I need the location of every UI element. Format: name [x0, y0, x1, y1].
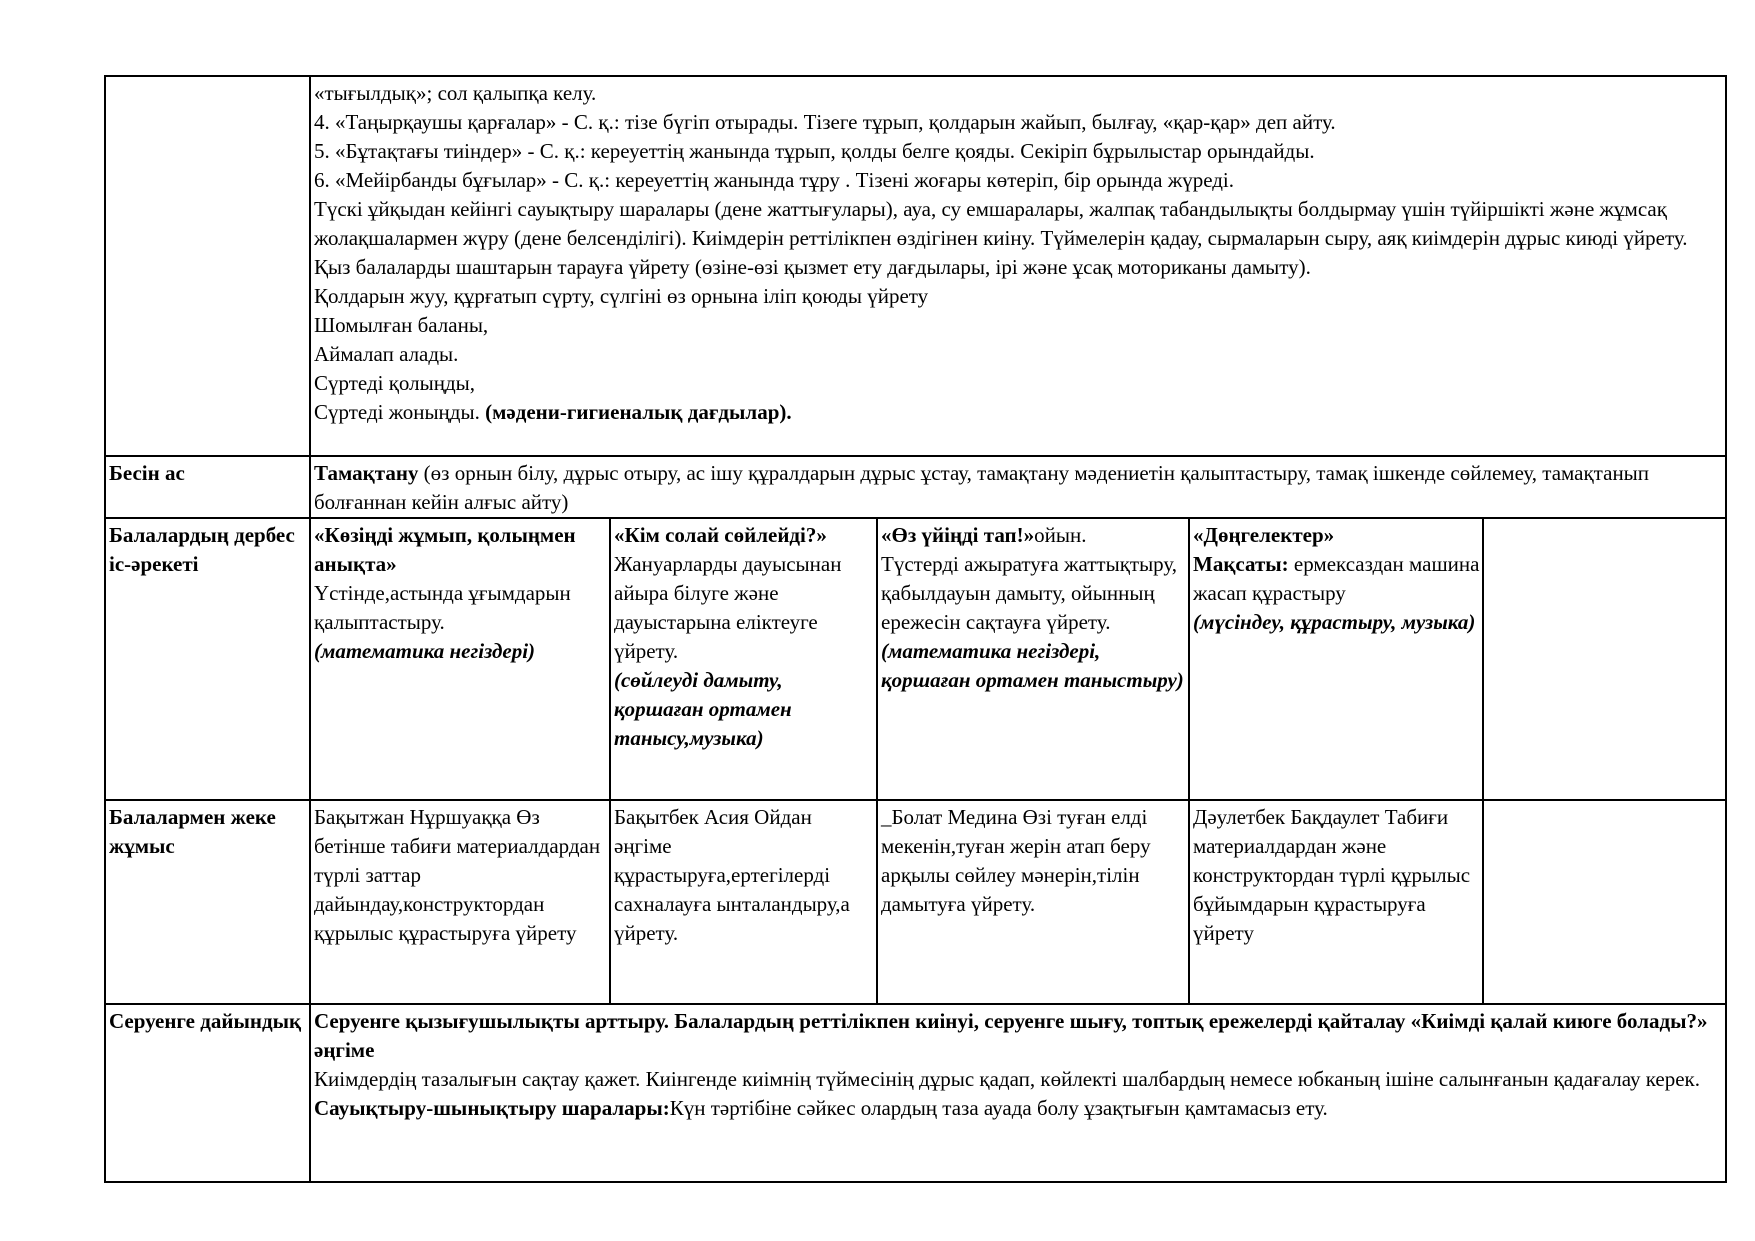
activity-text: Жануарларды дауысынан айыра білуге және дауыстарына еліктеуге үйрету.: [614, 552, 842, 663]
activity-text: ермексаздан машина жасап құрастыру: [1193, 552, 1480, 605]
activity-area: (математика негіздері, қоршаған ортамен таныстыру): [881, 639, 1184, 692]
snack-text: (өз орнын білу, дұрыс отыру, ас ішу құралдарын дұрыс ұстау, тамақтану мәдениетін қалыптастыру, тамақ ішкенде сөйлемеу, тамақтанып болғаннан кейін алғыс айту): [314, 461, 1650, 514]
gymnastics-row: [105, 76, 1726, 456]
activity-title: «Дөңгелектер»: [1193, 523, 1335, 547]
activity-title: «Көзіңді жұмып, қолыңмен анықта»: [314, 523, 576, 576]
independent-activity-row: [105, 518, 1726, 800]
activity-goal-label: Мақсаты:: [1193, 552, 1289, 576]
gymnastics-line: «тығылдық»; сол қалыпқа келу.: [314, 81, 597, 105]
gymnastics-label-cell: [105, 76, 310, 456]
activity-title: «Өз үйіңді тап!»: [881, 523, 1035, 547]
activity-text: Үстінде,астында ұғымдарын қалыптастыру.: [314, 581, 571, 634]
poem-line: Сүртеді қолыңды,: [314, 371, 476, 395]
poem-line: Аймалап алады.: [314, 342, 459, 366]
individual-work-row: [105, 800, 1726, 1004]
activity-cell-thu: [1189, 518, 1483, 800]
activity-cell-wed: [877, 518, 1189, 800]
activity-area: (математика негіздері): [314, 639, 536, 663]
gymnastics-line: 4. «Таңырқаушы қарғалар» - С. қ.: тізе бүгіп отырады. Тізеге тұрып, қолдарын жайып, былғау, «қар-қар» деп айту.: [314, 110, 1336, 134]
individual-cell-mon: Бақытжан Нұршуаққа Өз бетінше табиғи материалдардан түрлі заттар дайындау,конструктордан құрылыс құрастыруға үйрету: [310, 800, 610, 1004]
individual-work-label: Балалармен жеке жұмыс: [105, 800, 310, 1004]
independent-activity-label: Балалардың дербес іс-әрекеті: [105, 518, 310, 800]
activity-cell-tue: [610, 518, 877, 800]
wellness-paragraph: Түскі ұйқыдан кейінгі сауықтыру шаралары (дене жаттығулары), ауа, су емшаралары, жалпақ табандылықты болдырмау үшін түйіршікті және жұмсақ жолақшалармен жүру (дене белсенділігі). Киімдерін реттілікпен өздігінен киіну. Түймелерін қадау, сырмаларын сыру, аяқ киімдерін дұрыс киюді үйрету. Қыз балаларды шаштарын тарауға үйрету (өзіне-өзі қызмет ету дағдылары, ірі және ұсақ моториканы дамыту).: [314, 197, 1688, 279]
individual-cell-thu: Дәулетбек Бақдаулет Табиғи материалдардан және конструктордан түрлі құрылыс бұйымдарын құрастыруға үйрету: [1189, 800, 1483, 1004]
activity-area: (мүсіндеу, құрастыру, музыка): [1193, 610, 1476, 634]
activity-text: Түстерді ажыратуға жаттықтыру, қабылдауын дамыту, ойынның ережесін сақтауға үйрету.: [881, 552, 1178, 634]
activity-cell-mon: [310, 518, 610, 800]
gymnastics-line: 5. «Бұтақтағы тиіндер» - С. қ.: кереуеттің жанында тұрып, қолды белге қояды. Секіріп бұрылыстар орындайды.: [314, 139, 1315, 163]
walk-prep-row: [105, 1004, 1726, 1182]
activity-area: (сөйлеуді дамыту, қоршаған ортамен танысу,музыка): [614, 668, 792, 750]
poem-line: Шомылған баланы,: [314, 313, 489, 337]
activity-title: «Кім солай сөйлейді?»: [614, 523, 827, 547]
walk-heading: Серуенге қызығушылықты арттыру. Балалардың реттілікпен киінуі, серуенге шығу, топтық ережелерді қайталау «Киімді қалай киюге болады?» әңгіме: [314, 1009, 1708, 1062]
snack-label: Бесін ас: [105, 456, 310, 518]
gymnastics-content-cell: [310, 76, 1726, 456]
poem-last-line: [314, 398, 1723, 427]
individual-cell-tue: Бақытбек Асия Ойдан әңгіме құрастыруға,ертегілерді сахналауға ынталандыру,а үйрету.: [610, 800, 877, 1004]
activity-cell-fri: [1483, 518, 1726, 800]
hygiene-skills-note: (мәдени-гигиеналық дағдылар).: [485, 400, 792, 424]
daily-plan-table: [104, 75, 1727, 1183]
poem-line-plain: Сүртеді жоныңды.: [314, 400, 486, 424]
health-measures-label: Сауықтыру-шынықтыру шаралары:: [314, 1096, 670, 1120]
snack-content-cell: [310, 456, 1726, 518]
individual-cell-wed: _Болат Медина Өзі туған елді мекенін,туған жерін атап беру арқылы сөйлеу мәнерін,тілін дамытуға үйрету.: [877, 800, 1189, 1004]
snack-row: [105, 456, 1726, 518]
walk-prep-content-cell: [310, 1004, 1726, 1182]
walk-prep-label: Серуенге дайындық: [105, 1004, 310, 1182]
gymnastics-line: 6. «Мейірбанды бұғылар» - С. қ.: кереуеттің жанында тұру . Тізені жоғары көтеріп, бір орында жүреді.: [314, 168, 1235, 192]
activity-title-tail: ойын.: [1034, 523, 1087, 547]
individual-cell-fri: [1483, 800, 1726, 1004]
health-measures-text: Күн тәртібіне сәйкес олардың таза ауада болу ұзақтығын қамтамасыз ету.: [669, 1096, 1328, 1120]
walk-text: Киімдердің тазалығын сақтау қажет. Киінгенде киімнің түймесінің дұрыс қадап, көйлекті шалбардың немесе юбканың ішіне салынғанын қадағалау керек.: [314, 1067, 1700, 1091]
handwashing-line: Қолдарын жуу, құрғатып сүрту, сүлгіні өз орнына іліп қоюды үйрету: [314, 284, 929, 308]
snack-title: Тамақтану: [314, 461, 419, 485]
